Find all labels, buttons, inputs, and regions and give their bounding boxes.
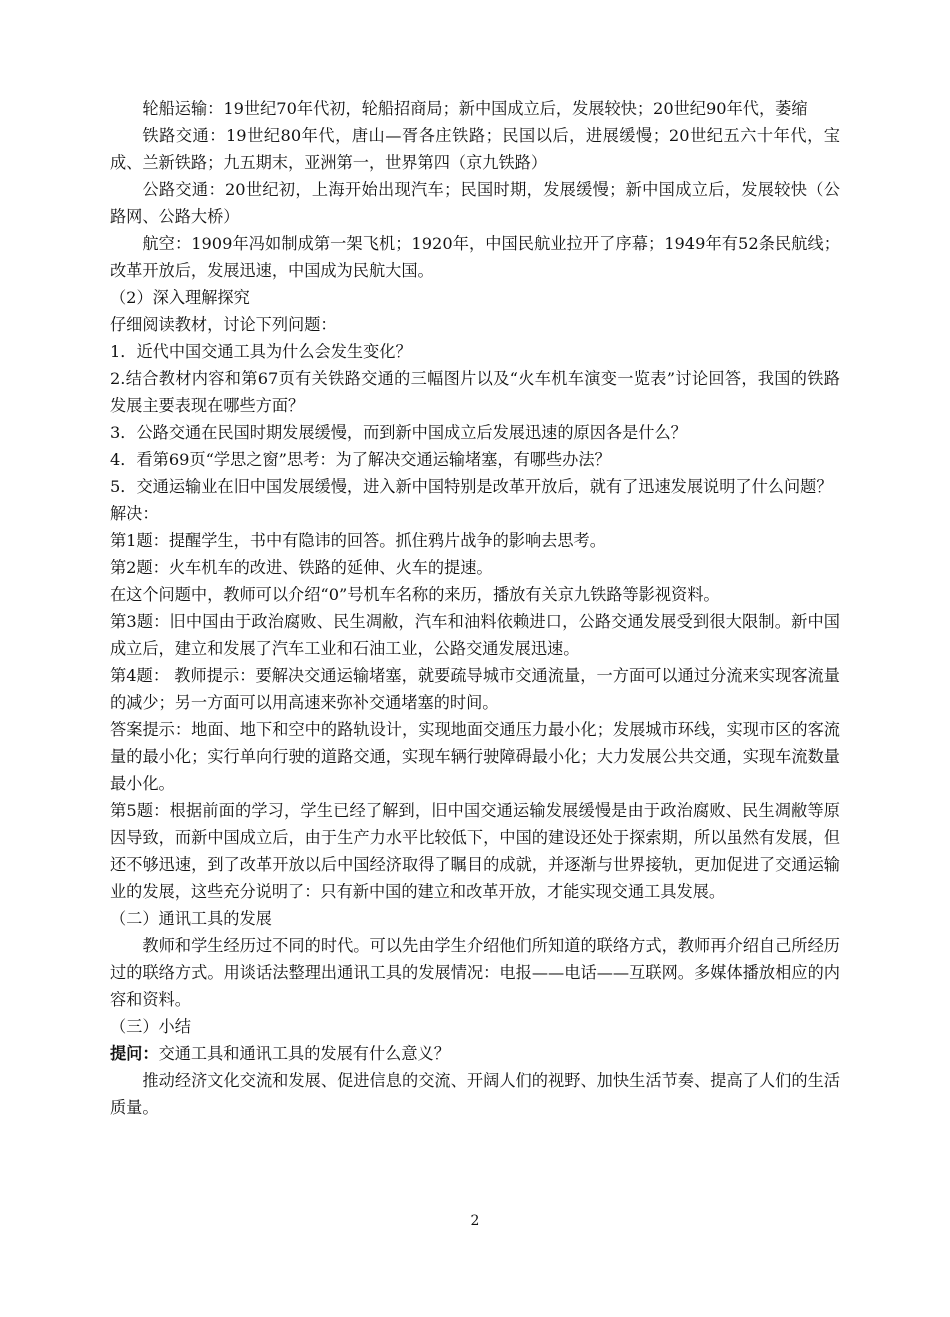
paragraph: 3．公路交通在民国时期发展缓慢，而到新中国成立后发展迅速的原因各是什么？ (110, 423, 687, 442)
paragraph: 解决： (110, 504, 159, 523)
paragraph-list (110, 95, 840, 1040)
paragraph: 1．近代中国交通工具为什么会发生变化？ (110, 342, 412, 361)
paragraph: （2）深入理解探究 (110, 288, 250, 307)
paragraph: 2.结合教材内容和第67页有关铁路交通的三幅图片以及“火车机车演变一览表”讨论回答，我国的铁路发展主要表现在哪些方面？ (110, 369, 840, 415)
page-number: 2 (470, 1213, 480, 1229)
paragraph: 教师和学生经历过不同的时代。可以先由学生介绍他们所知道的联络方式，教师再介绍自己所经历过的联络方式。用谈话法整理出通讯工具的发展情况：电报——电话——互联网。多媒体播放相应的内容和资料。 (110, 936, 840, 1009)
paragraph: 在这个问题中，教师可以介绍“0”号机车名称的来历，播放有关京九铁路等影视资料。 (110, 585, 720, 604)
paragraph: 第5题：根据前面的学习，学生已经了解到，旧中国交通运输发展缓慢是由于政治腐败、民生凋敝等原因导致，而新中国成立后，由于生产力水平比较低下，中国的建设还处于探索期，所以虽然有发展，但还不够迅速，到了改革开放以后中国经济取得了瞩目的成就，并逐渐与世界接轨，更加促进了交通运输业的发展，这些充分说明了：只有新中国的建立和改革开放，才能实现交通工具发展。 (110, 801, 840, 901)
paragraph: 公路交通：20世纪初，上海开始出现汽车；民国时期，发展缓慢；新中国成立后，发展较快（公路网、公路大桥） (110, 180, 840, 226)
paragraph: 轮船运输：19世纪70年代初，轮船招商局；新中国成立后，发展较快；20世纪90年代，萎缩 (142, 99, 808, 118)
paragraph: 第3题：旧中国由于政治腐败、民生凋敝，汽车和油料依赖进口，公路交通发展受到很大限制。新中国成立后，建立和发展了汽车工业和石油工业，公路交通发展迅速。 (110, 612, 840, 658)
paragraph: （二）通讯工具的发展 (110, 909, 272, 928)
document-body (110, 95, 840, 1121)
paragraph: 第2题：火车机车的改进、铁路的延伸、火车的提速。 (110, 558, 493, 577)
paragraph: 航空：1909年冯如制成第一架飞机；1920年，中国民航业拉开了序幕；1949年有52条民航线；改革开放后，发展迅速，中国成为民航大国。 (110, 234, 840, 280)
paragraph: 第4题： 教师提示：要解决交通运输堵塞，就要疏导城市交通流量，一方面可以通过分流来实现客流量的减少；另一方面可以用高速来弥补交通堵塞的时间。 (110, 666, 840, 712)
paragraph: 答案提示：地面、地下和空中的路轨设计，实现地面交通压力最小化；发展城市环线，实现市区的客流量的最小化；实行单向行驶的道路交通，实现车辆行驶障碍最小化；大力发展公共交通，实现车流数量最小化。 (110, 720, 840, 793)
question-label: 提问： (110, 1044, 159, 1063)
conclusion-paragraph: 推动经济文化交流和发展、促进信息的交流、开阔人们的视野、加快生活节奏、提高了人们的生活质量。 (110, 1071, 840, 1117)
paragraph: 4．看第69页“学思之窗”思考：为了解决交通运输堵塞，有哪些办法？ (110, 450, 611, 469)
paragraph: 5．交通运输业在旧中国发展缓慢，进入新中国特别是改革开放后，就有了迅速发展说明了什么问题？ (110, 477, 833, 496)
paragraph: （三）小结 (110, 1017, 191, 1036)
paragraph: 仔细阅读教材，讨论下列问题： (110, 315, 337, 334)
paragraph: 铁路交通：19世纪80年代，唐山—胥各庄铁路；民国以后，进展缓慢；20世纪五六十年代，宝成、兰新铁路；九五期末，亚洲第一，世界第四（京九铁路） (110, 126, 840, 172)
question-line (110, 1040, 840, 1067)
question-text: 交通工具和通讯工具的发展有什么意义？ (158, 1044, 450, 1063)
paragraph: 第1题：提醒学生，书中有隐讳的回答。抓住鸦片战争的影响去思考。 (110, 531, 606, 550)
